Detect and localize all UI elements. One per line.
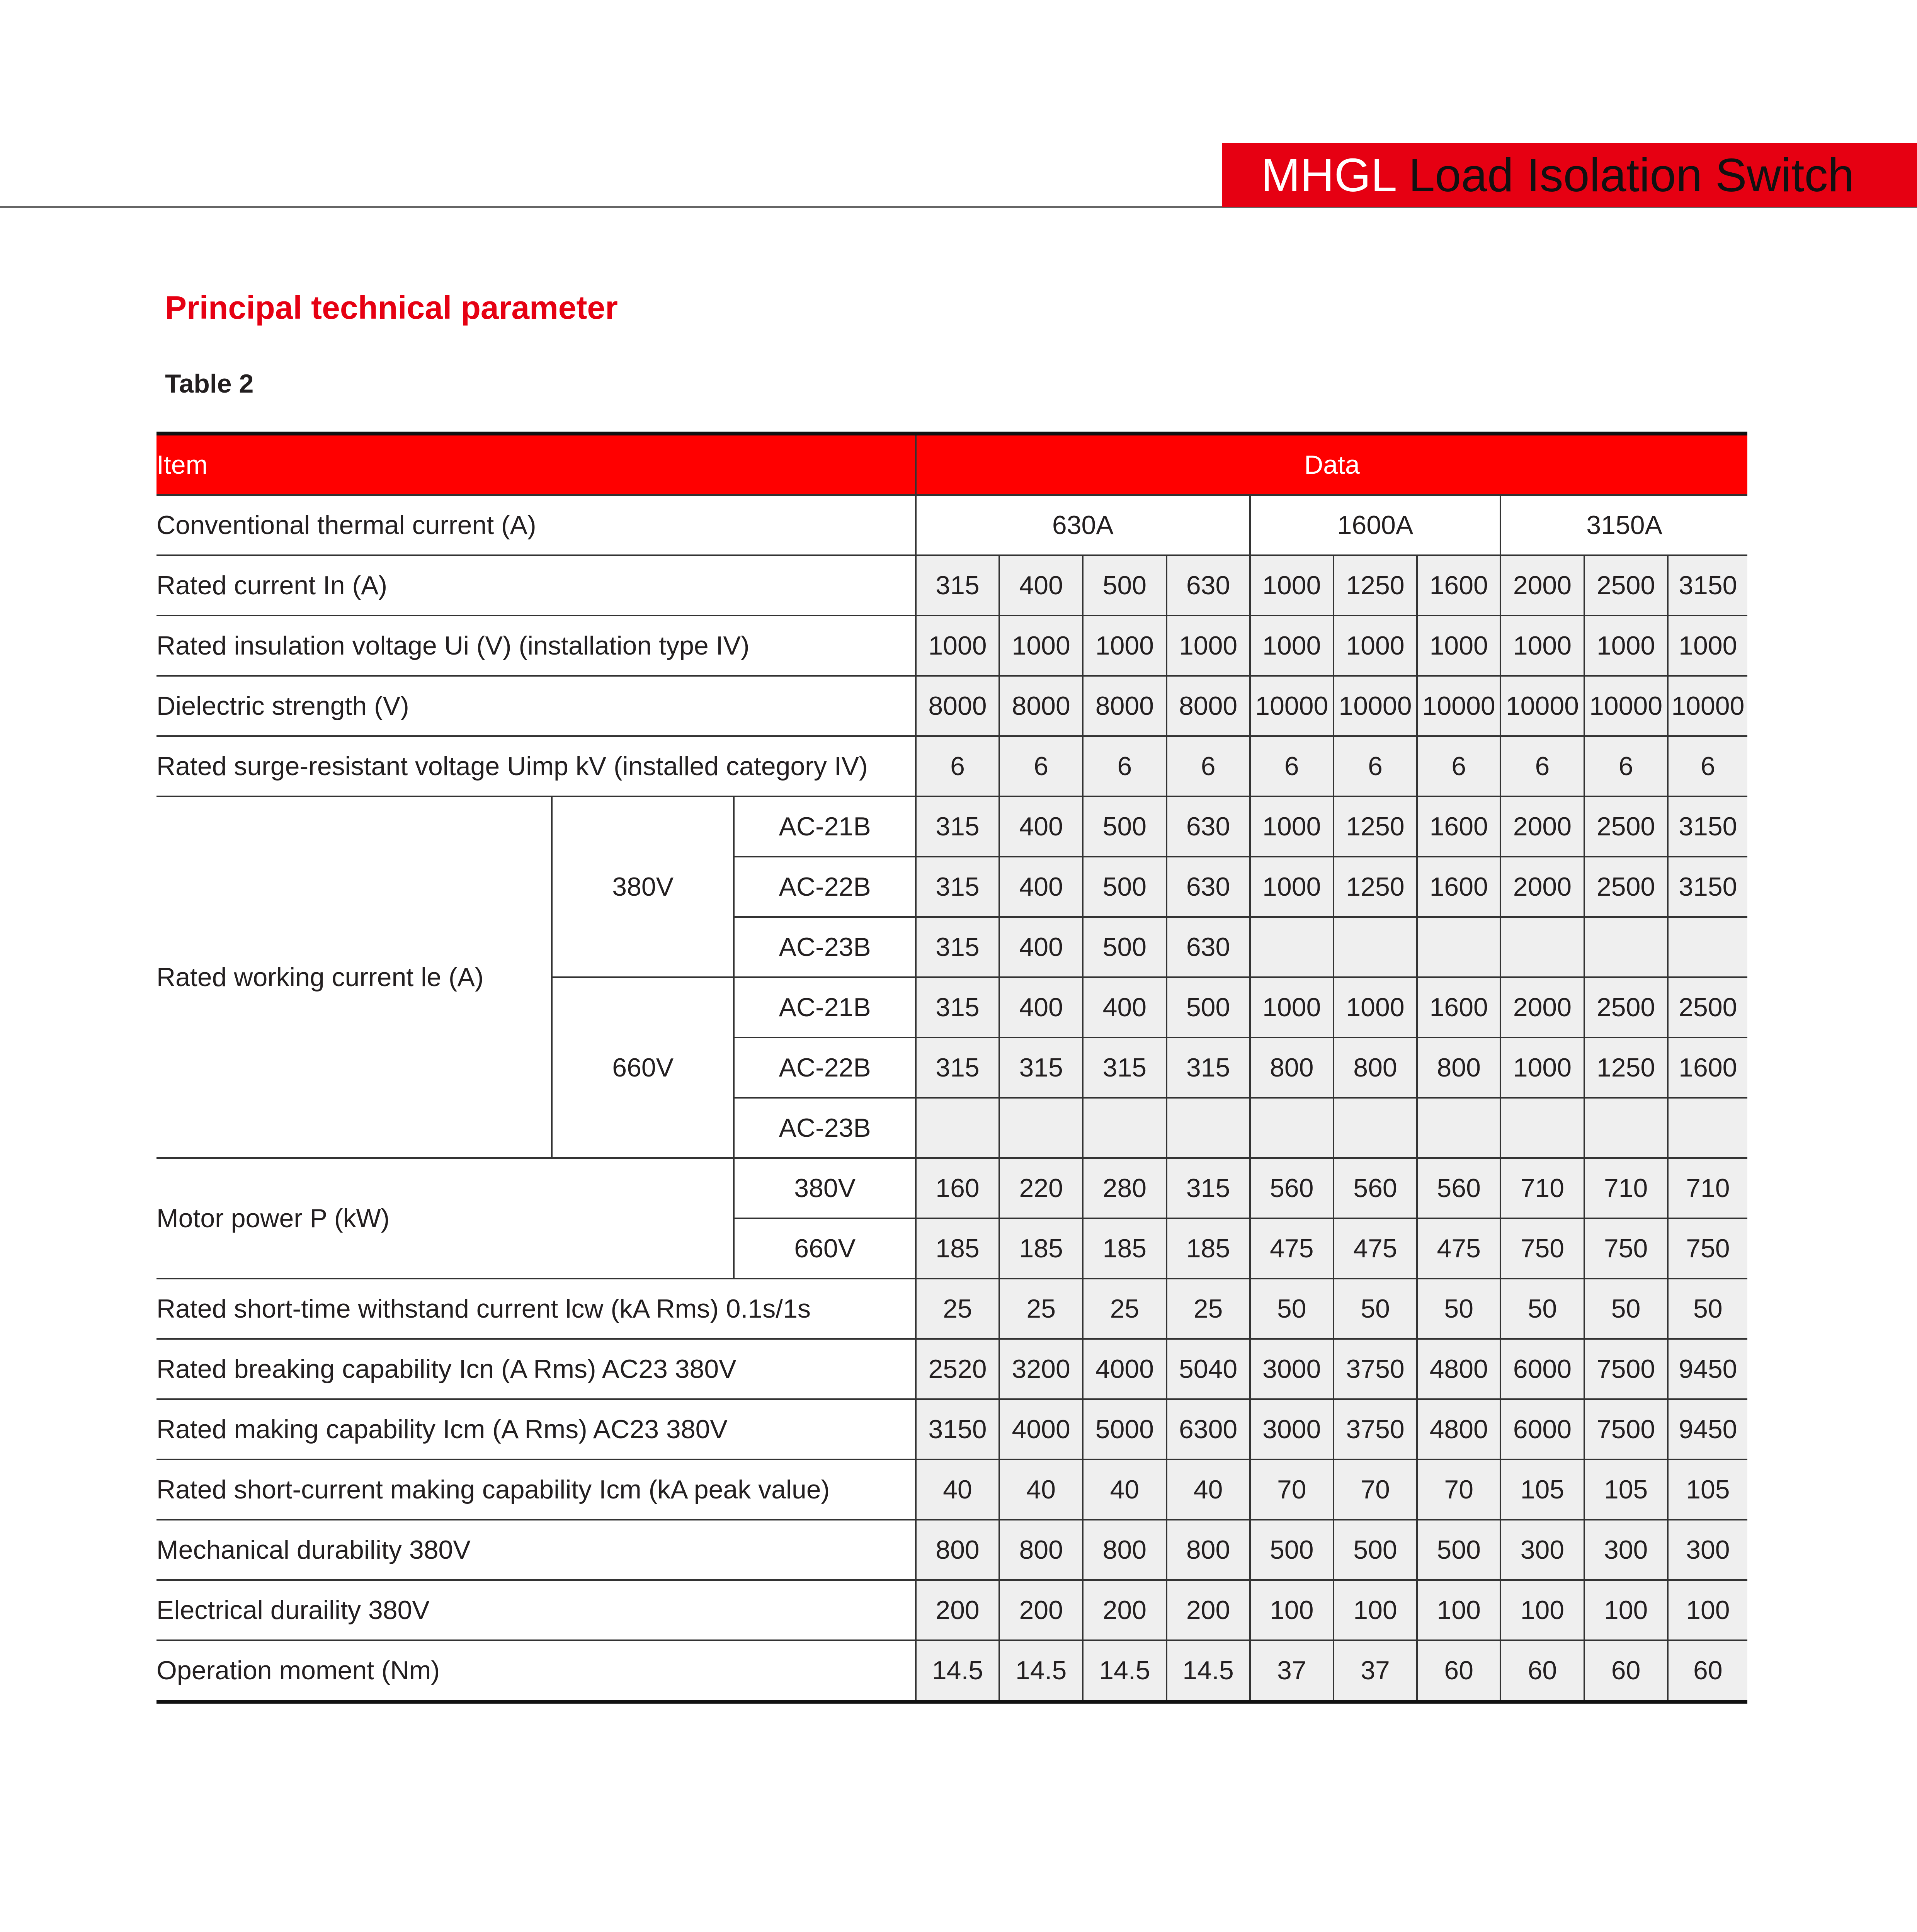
value-cell: 25 [916, 1279, 999, 1339]
value-cell: 1600 [1417, 857, 1500, 917]
value-cell: 500 [1417, 1520, 1500, 1580]
value-cell: 185 [916, 1218, 999, 1279]
value-cell: 560 [1417, 1158, 1500, 1218]
value-cell: 400 [999, 977, 1083, 1037]
value-cell: 70 [1417, 1459, 1500, 1520]
value-cell: 6 [1167, 736, 1250, 796]
value-cell: 105 [1584, 1459, 1668, 1520]
value-cell: 7500 [1584, 1339, 1668, 1399]
value-cell: 105 [1668, 1459, 1747, 1520]
value-cell: 300 [1500, 1520, 1584, 1580]
row-label: Mechanical durability 380V [156, 1520, 916, 1580]
value-cell: 710 [1500, 1158, 1584, 1218]
value-cell: 1250 [1334, 555, 1417, 616]
spec-table [156, 432, 1747, 1704]
value-cell: 400 [999, 857, 1083, 917]
value-cell: 400 [999, 555, 1083, 616]
empty-cell [1250, 1098, 1334, 1158]
row-label: Rated short-time withstand current lcw (kA Rms) 0.1s/1s [156, 1279, 916, 1339]
value-cell: 6 [1083, 736, 1166, 796]
value-cell: 1600 [1417, 796, 1500, 857]
row-label: Rated working current le (A) [156, 796, 552, 1158]
empty-cell [1500, 917, 1584, 977]
value-cell: 6 [999, 736, 1083, 796]
value-cell: 37 [1250, 1640, 1334, 1702]
value-cell: 40 [999, 1459, 1083, 1520]
value-cell: 1000 [1250, 796, 1334, 857]
row-label: Conventional thermal current (A) [156, 495, 916, 555]
table-row [156, 555, 1747, 616]
value-cell: 315 [999, 1037, 1083, 1098]
value-cell: 1250 [1584, 1037, 1668, 1098]
empty-cell [1500, 1098, 1584, 1158]
empty-cell [1584, 1098, 1668, 1158]
value-cell: 10000 [1584, 676, 1668, 736]
value-cell: 500 [1083, 917, 1166, 977]
value-cell: 315 [916, 917, 999, 977]
header-item: Item [156, 434, 916, 495]
value-cell: 6 [916, 736, 999, 796]
value-cell: 630 [1167, 796, 1250, 857]
value-cell: 315 [916, 555, 999, 616]
value-cell: 750 [1584, 1218, 1668, 1279]
value-cell: 6 [1584, 736, 1668, 796]
value-cell: 2500 [1668, 977, 1747, 1037]
row-label: Rated making capability Icm (A Rms) AC23 380V [156, 1399, 916, 1459]
value-cell: 6 [1417, 736, 1500, 796]
value-cell: 70 [1250, 1459, 1334, 1520]
table-header-row [156, 434, 1747, 495]
value-cell: 2000 [1500, 796, 1584, 857]
value-cell: 14.5 [999, 1640, 1083, 1702]
value-cell: 560 [1334, 1158, 1417, 1218]
value-cell: 1600 [1417, 977, 1500, 1037]
value-cell: 160 [916, 1158, 999, 1218]
table-row [156, 616, 1747, 676]
value-cell: 2520 [916, 1339, 999, 1399]
voltage-label: 380V [734, 1158, 915, 1218]
value-cell: 50 [1584, 1279, 1668, 1339]
category-label: AC-22B [734, 857, 915, 917]
value-cell: 200 [1167, 1580, 1250, 1640]
value-cell: 7500 [1584, 1399, 1668, 1459]
empty-cell [1250, 917, 1334, 977]
table-row [156, 676, 1747, 736]
value-cell: 750 [1668, 1218, 1747, 1279]
value-cell: 315 [916, 796, 999, 857]
value-cell: 1000 [1500, 616, 1584, 676]
value-cell: 3750 [1334, 1339, 1417, 1399]
value-cell: 475 [1417, 1218, 1500, 1279]
value-cell: 10000 [1668, 676, 1747, 736]
table-row [156, 1279, 1747, 1339]
value-cell: 10000 [1500, 676, 1584, 736]
frame-cell: 1600A [1250, 495, 1501, 555]
value-cell: 6 [1668, 736, 1747, 796]
empty-cell [1668, 1098, 1747, 1158]
value-cell: 710 [1668, 1158, 1747, 1218]
value-cell: 25 [1083, 1279, 1166, 1339]
document-title: Load Isolation Switch [1408, 149, 1854, 201]
value-cell: 630 [1167, 555, 1250, 616]
value-cell: 2500 [1584, 977, 1668, 1037]
value-cell: 3150 [1668, 796, 1747, 857]
value-cell: 4000 [1083, 1339, 1166, 1399]
value-cell: 1000 [1250, 857, 1334, 917]
value-cell: 60 [1417, 1640, 1500, 1702]
value-cell: 8000 [916, 676, 999, 736]
value-cell: 100 [1500, 1580, 1584, 1640]
table-row [156, 1520, 1747, 1580]
value-cell: 185 [999, 1218, 1083, 1279]
value-cell: 300 [1668, 1520, 1747, 1580]
frame-cell: 3150A [1500, 495, 1747, 555]
empty-cell [1668, 917, 1747, 977]
value-cell: 800 [999, 1520, 1083, 1580]
value-cell: 6000 [1500, 1339, 1584, 1399]
empty-cell [1083, 1098, 1166, 1158]
value-cell: 1000 [1500, 1037, 1584, 1098]
value-cell: 750 [1500, 1218, 1584, 1279]
value-cell: 60 [1668, 1640, 1747, 1702]
table-row [156, 736, 1747, 796]
value-cell: 185 [1083, 1218, 1166, 1279]
value-cell: 280 [1083, 1158, 1166, 1218]
value-cell: 3150 [1668, 857, 1747, 917]
category-label: AC-22B [734, 1037, 915, 1098]
value-cell: 50 [1668, 1279, 1747, 1339]
value-cell: 400 [1083, 977, 1166, 1037]
value-cell: 100 [1668, 1580, 1747, 1640]
header-data: Data [916, 434, 1747, 495]
voltage-label: 660V [734, 1218, 915, 1279]
value-cell: 500 [1334, 1520, 1417, 1580]
section-title: Principal technical parameter [165, 289, 618, 326]
value-cell: 315 [1167, 1158, 1250, 1218]
value-cell: 100 [1584, 1580, 1668, 1640]
value-cell: 1250 [1334, 796, 1417, 857]
value-cell: 1000 [1250, 977, 1334, 1037]
value-cell: 3000 [1250, 1399, 1334, 1459]
frame-cell: 630A [916, 495, 1250, 555]
value-cell: 100 [1334, 1580, 1417, 1640]
value-cell: 1600 [1668, 1037, 1747, 1098]
value-cell: 200 [916, 1580, 999, 1640]
value-cell: 1000 [916, 616, 999, 676]
value-cell: 315 [1083, 1037, 1166, 1098]
empty-cell [1167, 1098, 1250, 1158]
value-cell: 3000 [1250, 1339, 1334, 1399]
category-label: AC-23B [734, 1098, 915, 1158]
row-label: Rated insulation voltage Ui (V) (installation type IV) [156, 616, 916, 676]
value-cell: 500 [1083, 555, 1166, 616]
value-cell: 2000 [1500, 857, 1584, 917]
table-row [156, 1158, 1747, 1218]
row-label: Electrical durаility 380V [156, 1580, 916, 1640]
empty-cell [916, 1098, 999, 1158]
value-cell: 70 [1334, 1459, 1417, 1520]
value-cell: 2500 [1584, 796, 1668, 857]
table-row [156, 1580, 1747, 1640]
value-cell: 475 [1250, 1218, 1334, 1279]
value-cell: 475 [1334, 1218, 1417, 1279]
row-label: Rated breaking capability Icn (A Rms) AC23 380V [156, 1339, 916, 1399]
value-cell: 4800 [1417, 1339, 1500, 1399]
value-cell: 1000 [1250, 555, 1334, 616]
value-cell: 2000 [1500, 555, 1584, 616]
table-row [156, 1459, 1747, 1520]
row-label: Dielectric strength (V) [156, 676, 916, 736]
value-cell: 10000 [1250, 676, 1334, 736]
value-cell: 40 [1167, 1459, 1250, 1520]
voltage-label: 660V [552, 977, 734, 1158]
value-cell: 185 [1167, 1218, 1250, 1279]
value-cell: 315 [916, 1037, 999, 1098]
value-cell: 1000 [1334, 977, 1417, 1037]
value-cell: 560 [1250, 1158, 1334, 1218]
value-cell: 14.5 [1167, 1640, 1250, 1702]
value-cell: 500 [1083, 857, 1166, 917]
category-label: AC-21B [734, 977, 915, 1037]
value-cell: 1000 [999, 616, 1083, 676]
value-cell: 2000 [1500, 977, 1584, 1037]
value-cell: 100 [1250, 1580, 1334, 1640]
value-cell: 6 [1250, 736, 1334, 796]
value-cell: 220 [999, 1158, 1083, 1218]
value-cell: 800 [1083, 1520, 1166, 1580]
value-cell: 800 [1417, 1037, 1500, 1098]
value-cell: 800 [1250, 1037, 1334, 1098]
value-cell: 105 [1500, 1459, 1584, 1520]
value-cell: 3150 [1668, 555, 1747, 616]
value-cell: 50 [1250, 1279, 1334, 1339]
value-cell: 1600 [1417, 555, 1500, 616]
value-cell: 40 [916, 1459, 999, 1520]
value-cell: 500 [1250, 1520, 1334, 1580]
value-cell: 6 [1500, 736, 1584, 796]
value-cell: 3150 [916, 1399, 999, 1459]
value-cell: 5000 [1083, 1399, 1166, 1459]
category-label: AC-23B [734, 917, 915, 977]
value-cell: 5040 [1167, 1339, 1250, 1399]
value-cell: 1000 [1334, 616, 1417, 676]
row-label: Operation moment (Nm) [156, 1640, 916, 1702]
value-cell: 500 [1167, 977, 1250, 1037]
value-cell: 315 [916, 857, 999, 917]
value-cell: 2500 [1584, 555, 1668, 616]
value-cell: 10000 [1417, 676, 1500, 736]
value-cell: 1000 [1083, 616, 1166, 676]
value-cell: 50 [1500, 1279, 1584, 1339]
value-cell: 1250 [1334, 857, 1417, 917]
value-cell: 9450 [1668, 1399, 1747, 1459]
empty-cell [1334, 1098, 1417, 1158]
voltage-label: 380V [552, 796, 734, 977]
value-cell: 800 [1167, 1520, 1250, 1580]
row-label: Motor power P (kW) [156, 1158, 734, 1279]
header-banner [1222, 143, 1917, 207]
value-cell: 50 [1417, 1279, 1500, 1339]
value-cell: 800 [916, 1520, 999, 1580]
row-label: Rated surge-resistant voltage Uimp kV (installed category IV) [156, 736, 916, 796]
value-cell: 60 [1500, 1640, 1584, 1702]
value-cell: 200 [1083, 1580, 1166, 1640]
value-cell: 25 [999, 1279, 1083, 1339]
value-cell: 8000 [1167, 676, 1250, 736]
value-cell: 60 [1584, 1640, 1668, 1702]
value-cell: 6 [1334, 736, 1417, 796]
value-cell: 8000 [999, 676, 1083, 736]
empty-cell [1417, 917, 1500, 977]
value-cell: 40 [1083, 1459, 1166, 1520]
value-cell: 315 [1167, 1037, 1250, 1098]
value-cell: 4800 [1417, 1399, 1500, 1459]
value-cell: 1000 [1584, 616, 1668, 676]
value-cell: 800 [1334, 1037, 1417, 1098]
value-cell: 710 [1584, 1158, 1668, 1218]
value-cell: 3750 [1334, 1399, 1417, 1459]
value-cell: 500 [1083, 796, 1166, 857]
empty-cell [1584, 917, 1668, 977]
value-cell: 1000 [1167, 616, 1250, 676]
value-cell: 400 [999, 796, 1083, 857]
value-cell: 8000 [1083, 676, 1166, 736]
value-cell: 6000 [1500, 1399, 1584, 1459]
table-row [156, 796, 1747, 857]
brand-name: MHGL [1261, 149, 1397, 201]
value-cell: 400 [999, 917, 1083, 977]
table-row [156, 1339, 1747, 1399]
table-row [156, 1640, 1747, 1702]
value-cell: 630 [1167, 857, 1250, 917]
value-cell: 37 [1334, 1640, 1417, 1702]
value-cell: 3200 [999, 1339, 1083, 1399]
empty-cell [999, 1098, 1083, 1158]
empty-cell [1417, 1098, 1500, 1158]
value-cell: 2500 [1584, 857, 1668, 917]
table-row [156, 495, 1747, 555]
value-cell: 315 [916, 977, 999, 1037]
value-cell: 1000 [1417, 616, 1500, 676]
value-cell: 50 [1334, 1279, 1417, 1339]
value-cell: 200 [999, 1580, 1083, 1640]
value-cell: 630 [1167, 917, 1250, 977]
value-cell: 100 [1417, 1580, 1500, 1640]
table-row [156, 1399, 1747, 1459]
value-cell: 9450 [1668, 1339, 1747, 1399]
empty-cell [1334, 917, 1417, 977]
value-cell: 1000 [1668, 616, 1747, 676]
category-label: AC-21B [734, 796, 915, 857]
value-cell: 6300 [1167, 1399, 1250, 1459]
value-cell: 1000 [1250, 616, 1334, 676]
value-cell: 14.5 [1083, 1640, 1166, 1702]
value-cell: 4000 [999, 1399, 1083, 1459]
table-body [156, 495, 1747, 1702]
row-label: Rated current In (A) [156, 555, 916, 616]
value-cell: 14.5 [916, 1640, 999, 1702]
row-label: Rated short-current making capability Icm (kA peak value) [156, 1459, 916, 1520]
value-cell: 300 [1584, 1520, 1668, 1580]
value-cell: 25 [1167, 1279, 1250, 1339]
table-label: Table 2 [165, 369, 254, 398]
value-cell: 10000 [1334, 676, 1417, 736]
